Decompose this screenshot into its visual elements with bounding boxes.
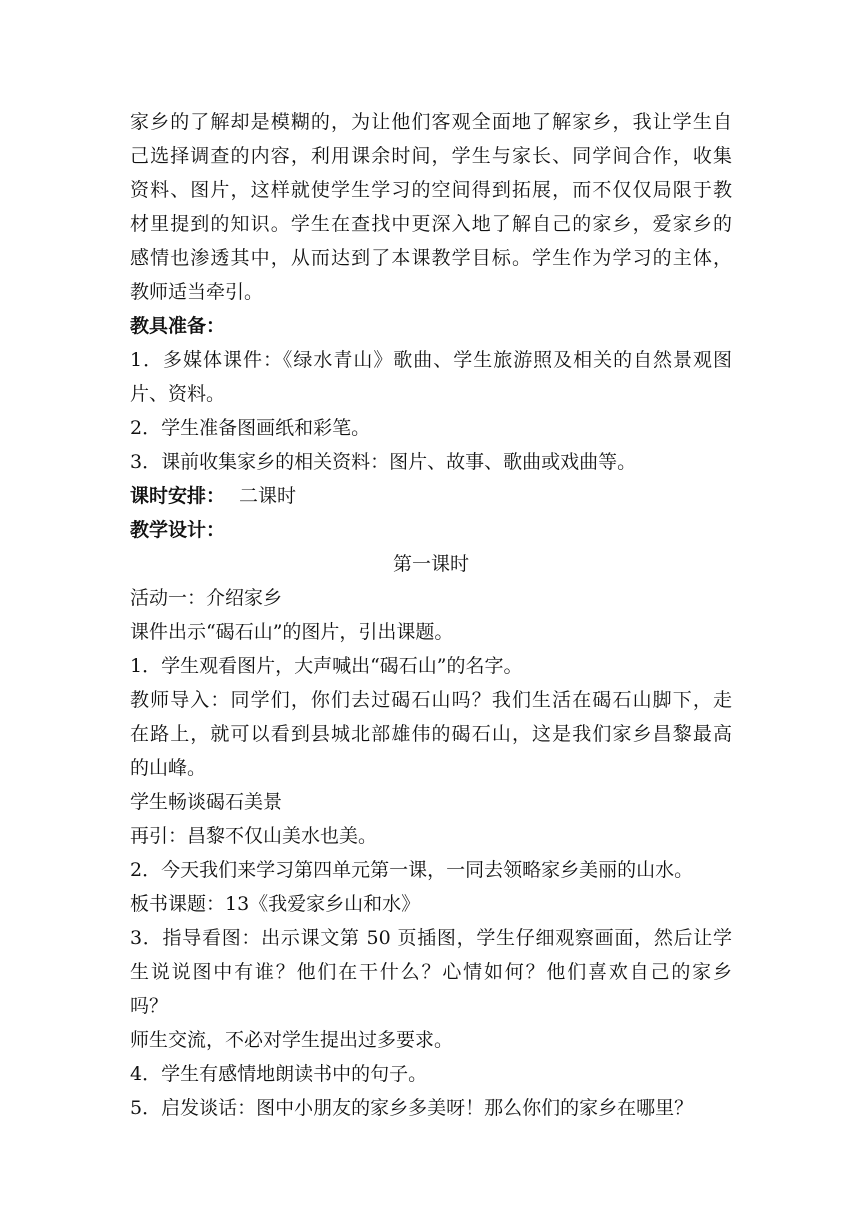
tools-item: 2．学生准备图画纸和彩笔。: [130, 417, 371, 439]
document-body: [130, 105, 732, 1125]
paragraph-line: 教师适当牵引。: [130, 281, 264, 303]
schedule-row: [130, 479, 732, 513]
paragraph-line: 资料、图片，这样就使学生学习的空间得到拓展，而不仅仅局限于教: [130, 179, 732, 201]
body-line: 4．学生有感情地朗读书中的句子。: [130, 1063, 428, 1085]
schedule-label: 课时安排：: [130, 485, 226, 507]
body-line: 板书课题：13《我爱家乡山和水》: [130, 893, 421, 915]
body-line: 吗？: [130, 995, 169, 1017]
tools-item: 1．多媒体课件：《绿水青山》歌曲、学生旅游照及相关的自然景观图: [130, 349, 732, 371]
lesson-title: 第一课时: [392, 553, 469, 575]
paragraph-line: 感情也渗透其中，从而达到了本课教学目标。学生作为学习的主体，: [130, 247, 732, 269]
body-line: 1．学生观看图片，大声喊出“碣石山”的名字。: [130, 655, 523, 677]
body-line: 教师导入：同学们，你们去过碣石山吗？我们生活在碣石山脚下，走: [130, 689, 732, 711]
paragraph-line: 材里提到的知识。学生在查找中更深入地了解自己的家乡，爱家乡的: [130, 213, 732, 235]
paragraph-line: 己选择调查的内容，利用课余时间，学生与家长、同学间合作，收集: [130, 145, 732, 167]
schedule-value: 二课时: [239, 485, 297, 507]
tools-item: 片、资料。: [130, 383, 226, 405]
body-line: 3．指导看图：出示课文第 50 页插图，学生仔细观察画面，然后让学: [130, 927, 732, 949]
body-line: 的山峰。: [130, 757, 207, 779]
paragraph-line: 家乡的了解却是模糊的，为让他们客观全面地了解家乡，我让学生自: [130, 111, 732, 133]
body-line: 活动一：介绍家乡: [130, 587, 283, 609]
body-line: 师生交流，不必对学生提出过多要求。: [130, 1029, 454, 1051]
body-line: 5．启发谈话：图中小朋友的家乡多美呀！那么你们的家乡在哪里？: [130, 1097, 694, 1119]
design-heading: 教学设计：: [130, 519, 226, 541]
body-line: 2．今天我们来学习第四单元第一课，一同去领略家乡美丽的山水。: [130, 859, 694, 881]
tools-item: 3．课前收集家乡的相关资料：图片、故事、歌曲或戏曲等。: [130, 451, 637, 473]
body-line: 学生畅谈碣石美景: [130, 791, 283, 813]
body-line: 在路上，就可以看到县城北部雄伟的碣石山，这是我们家乡昌黎最高: [130, 723, 732, 745]
body-line: 生说说图中有谁？他们在干什么？心情如何？他们喜欢自己的家乡: [130, 961, 732, 983]
body-line: 课件出示“碣石山”的图片，引出课题。: [130, 621, 454, 643]
body-line: 再引：昌黎不仅山美水也美。: [130, 825, 378, 847]
tools-heading: 教具准备：: [130, 315, 226, 337]
